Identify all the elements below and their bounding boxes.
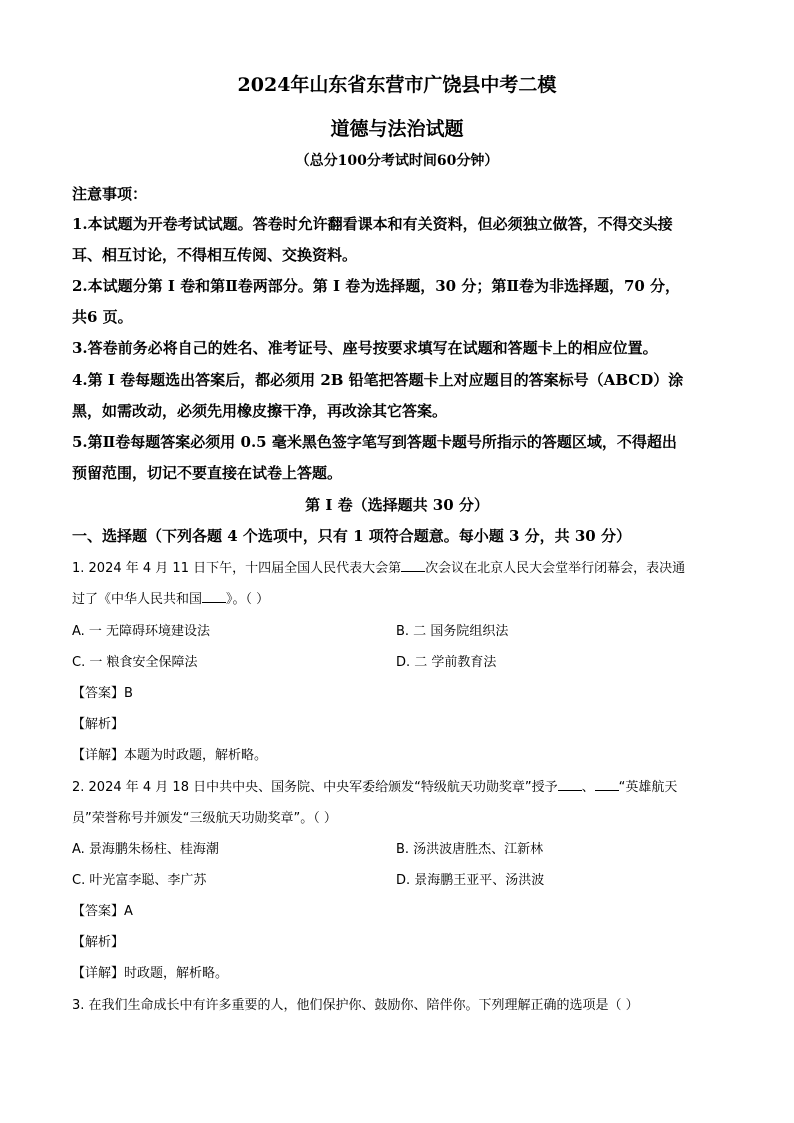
exam-info: （总分100分考试时间60分钟）	[295, 153, 499, 169]
note-2-line-2: 共6 页。	[72, 308, 133, 326]
q1-answer: 【答案】B	[72, 686, 133, 701]
q1-blank-1	[401, 557, 425, 572]
q1-analysis: 【解析】	[72, 717, 125, 732]
note-3: 3.答卷前务必将自己的姓名、准考证号、座号按要求填写在试题和答题卡上的相应位置。	[72, 339, 658, 357]
q2-stem-line-2: 员”荣誉称号并颁发“三级航天功勋奖章”。（ ）	[72, 811, 337, 826]
note-1-line-1: 1.本试题为开卷考试试题。答卷时允许翻看课本和有关资料，但必须独立做答，不得交头接	[72, 215, 673, 233]
note-1-line-2: 耳、相互讨论，不得相互传阅、交换资料。	[72, 246, 358, 264]
note-2-line-1: 2.本试题分第 I 卷和第Ⅱ卷两部分。第 I 卷为选择题，30 分；第Ⅱ卷为非选择题，70 分，	[72, 277, 681, 295]
q2-detail: 【详解】时政题，解析略。	[72, 966, 229, 981]
section-heading: 一、选择题（下列各题 4 个选项中，只有 1 项符合题意。每小题 3 分，共 30 分）	[72, 527, 631, 545]
q2-option-a: A. 景海鹏朱杨柱、桂海潮	[72, 842, 219, 857]
q2-option-c: C. 叶光富李聪、李广苏	[72, 873, 207, 888]
q2-analysis: 【解析】	[72, 935, 125, 950]
q2-option-d: D. 景海鹏王亚平、汤洪波	[396, 873, 545, 888]
q1-option-a: A. 一 无障碍环境建设法	[72, 624, 211, 639]
q1-stem-line-1: 1. 2024 年 4 月 11 日下午，十四届全国人民代表大会第 次会议在北京人民大会堂举行闭幕会，表决通	[72, 557, 685, 576]
q2-blank-2	[595, 776, 619, 791]
note-5-line-1: 5.第Ⅱ卷每题答案必须用 0.5 毫米黑色签字笔写到答题卡题号所指示的答题区域，不得超出	[72, 433, 677, 451]
exam-subject: 道德与法治试题	[330, 118, 464, 140]
q1-detail: 【详解】本题为时政题，解析略。	[72, 748, 268, 763]
q1-option-c: C. 一 粮食安全保障法	[72, 655, 198, 670]
q2-option-b: B. 汤洪波唐胜杰、江新林	[396, 842, 544, 857]
q1-option-b: B. 二 国务院组织法	[396, 624, 509, 639]
q2-answer: 【答案】A	[72, 904, 133, 919]
note-5-line-2: 预留范围，切记不要直接在试卷上答题。	[72, 464, 343, 482]
note-4-line-2: 黑，如需改动，必须先用橡皮擦干净，再改涂其它答案。	[72, 402, 448, 420]
part1-heading: 第 I 卷（选择题共 30 分）	[305, 496, 489, 514]
q1-stem-line-2: 过了《中华人民共和国 》。（ ）	[72, 588, 269, 607]
notes-heading: 注意事项：	[72, 185, 148, 203]
q1-option-d: D. 二 学前教育法	[396, 655, 497, 670]
note-4-line-1: 4.第 I 卷每题选出答案后，都必须用 2B 铅笔把答题卡上对应题目的答案标号（ABCD）涂	[72, 371, 684, 389]
q2-blank-1	[558, 776, 582, 791]
q3-stem: 3. 在我们生命成长中有许多重要的人，他们保护你、鼓励你、陪伴你。下列理解正确的选项是（ ）	[72, 998, 639, 1013]
q1-blank-2	[202, 588, 226, 603]
q2-stem-line-1: 2. 2024 年 4 月 18 日中共中央、国务院、中央军委给颁发“特级航天功勋奖章”授予 、 “英雄航天	[72, 776, 677, 795]
exam-title: 2024年山东省东营市广饶县中考二模	[237, 74, 557, 96]
